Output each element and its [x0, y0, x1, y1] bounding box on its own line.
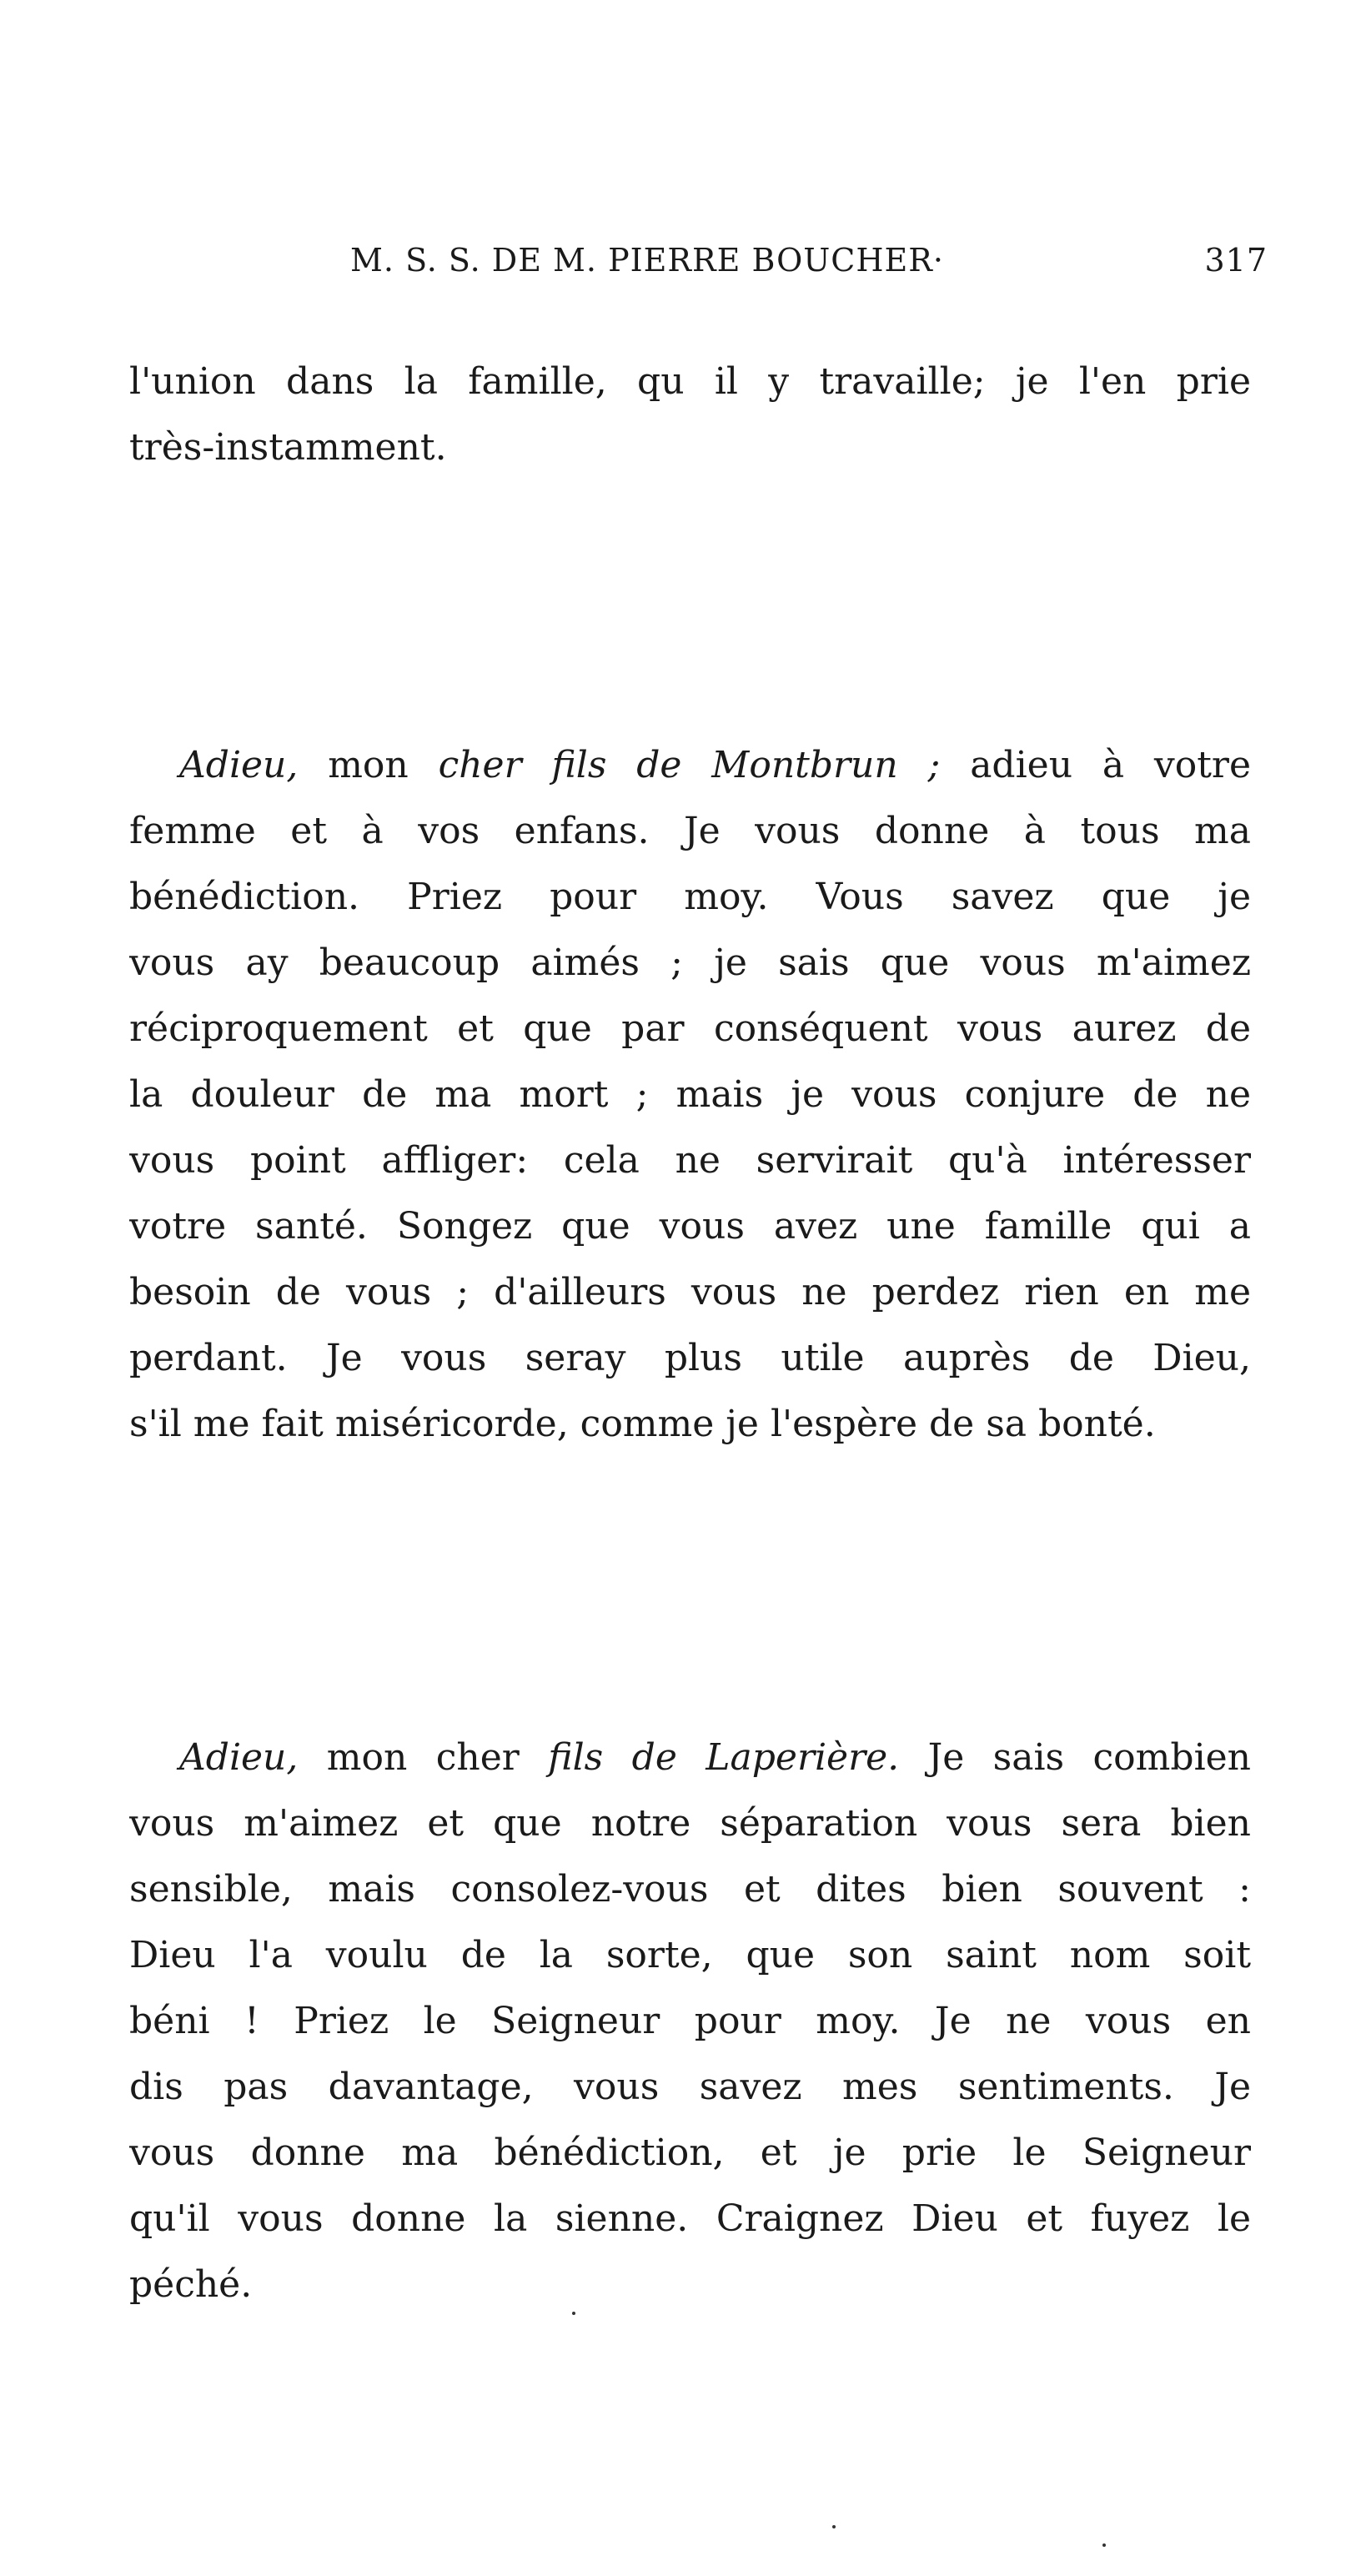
text-line: péché.: [129, 2263, 253, 2306]
text-segment: mon cher: [298, 1736, 549, 1779]
paragraph-adieu-laperiere: [129, 1725, 1251, 2317]
italic-adieu: Adieu,: [179, 1736, 299, 1779]
text-line: vous point affliger: cela ne servirait qu'à intéresser: [129, 1139, 1251, 1182]
text-line: l'union dans la famille, qu il y travaille; je l'en prie: [129, 360, 1251, 403]
text-line: qu'il vous donne la sienne. Craignez Dieu et fuyez le: [129, 2197, 1251, 2240]
text-segment: mon: [298, 744, 439, 786]
print-speck: [832, 2525, 836, 2528]
text-line: perdant. Je vous seray plus utile auprès de Dieu,: [129, 1337, 1251, 1379]
text-line: bénédiction. Priez pour moy. Vous savez que je: [129, 876, 1251, 918]
text-segment: adieu à votre: [940, 744, 1251, 786]
running-title: M. S. S. DE M. PIERRE BOUCHER·: [350, 242, 944, 279]
page-number: 317: [1204, 242, 1268, 279]
text-line: sensible, mais consolez-vous et dites bien souvent :: [129, 1868, 1251, 1911]
text-line: vous m'aimez et que notre séparation vous sera bien: [129, 1802, 1251, 1845]
text-line: Dieu l'a voulu de la sorte, que son saint nom soit: [129, 1934, 1251, 1976]
italic-adieu: Adieu,: [179, 744, 299, 786]
text-line: très-instamment.: [129, 426, 447, 469]
text-line: béni ! Priez le Seigneur pour moy. Je ne vous en: [129, 2000, 1251, 2042]
text-line: [129, 732, 1251, 798]
running-header: [350, 242, 1268, 292]
paragraph-adieu-montbrun: [129, 732, 1251, 1457]
text-line: femme et à vos enfans. Je vous donne à tous ma: [129, 810, 1251, 852]
italic-addressee: cher fils de Montbrun ;: [438, 744, 941, 786]
print-speck: [572, 2312, 575, 2315]
text-line: votre santé. Songez que vous avez une famille qui a: [129, 1205, 1251, 1248]
text-segment: Je sais combien: [899, 1736, 1251, 1779]
paragraph-continuation: [129, 349, 1251, 480]
text-line: réciproquement et que par conséquent vous aurez de: [129, 1007, 1251, 1050]
text-line: vous donne ma bénédiction, et je prie le Seigneur: [129, 2132, 1251, 2174]
text-line: s'il me fait miséricorde, comme je l'espère de sa bonté.: [129, 1403, 1156, 1445]
italic-addressee: fils de Laperière.: [548, 1736, 900, 1779]
text-line: [129, 1725, 1251, 1790]
text-line: la douleur de ma mort ; mais je vous conjure de ne: [129, 1073, 1251, 1116]
text-line: besoin de vous ; d'ailleurs vous ne perdez rien en me: [129, 1271, 1251, 1313]
print-speck: [1102, 2543, 1106, 2547]
text-line: vous ay beaucoup aimés ; je sais que vous m'aimez: [129, 942, 1251, 984]
text-line: dis pas davantage, vous savez mes sentiments. Je: [129, 2066, 1251, 2108]
